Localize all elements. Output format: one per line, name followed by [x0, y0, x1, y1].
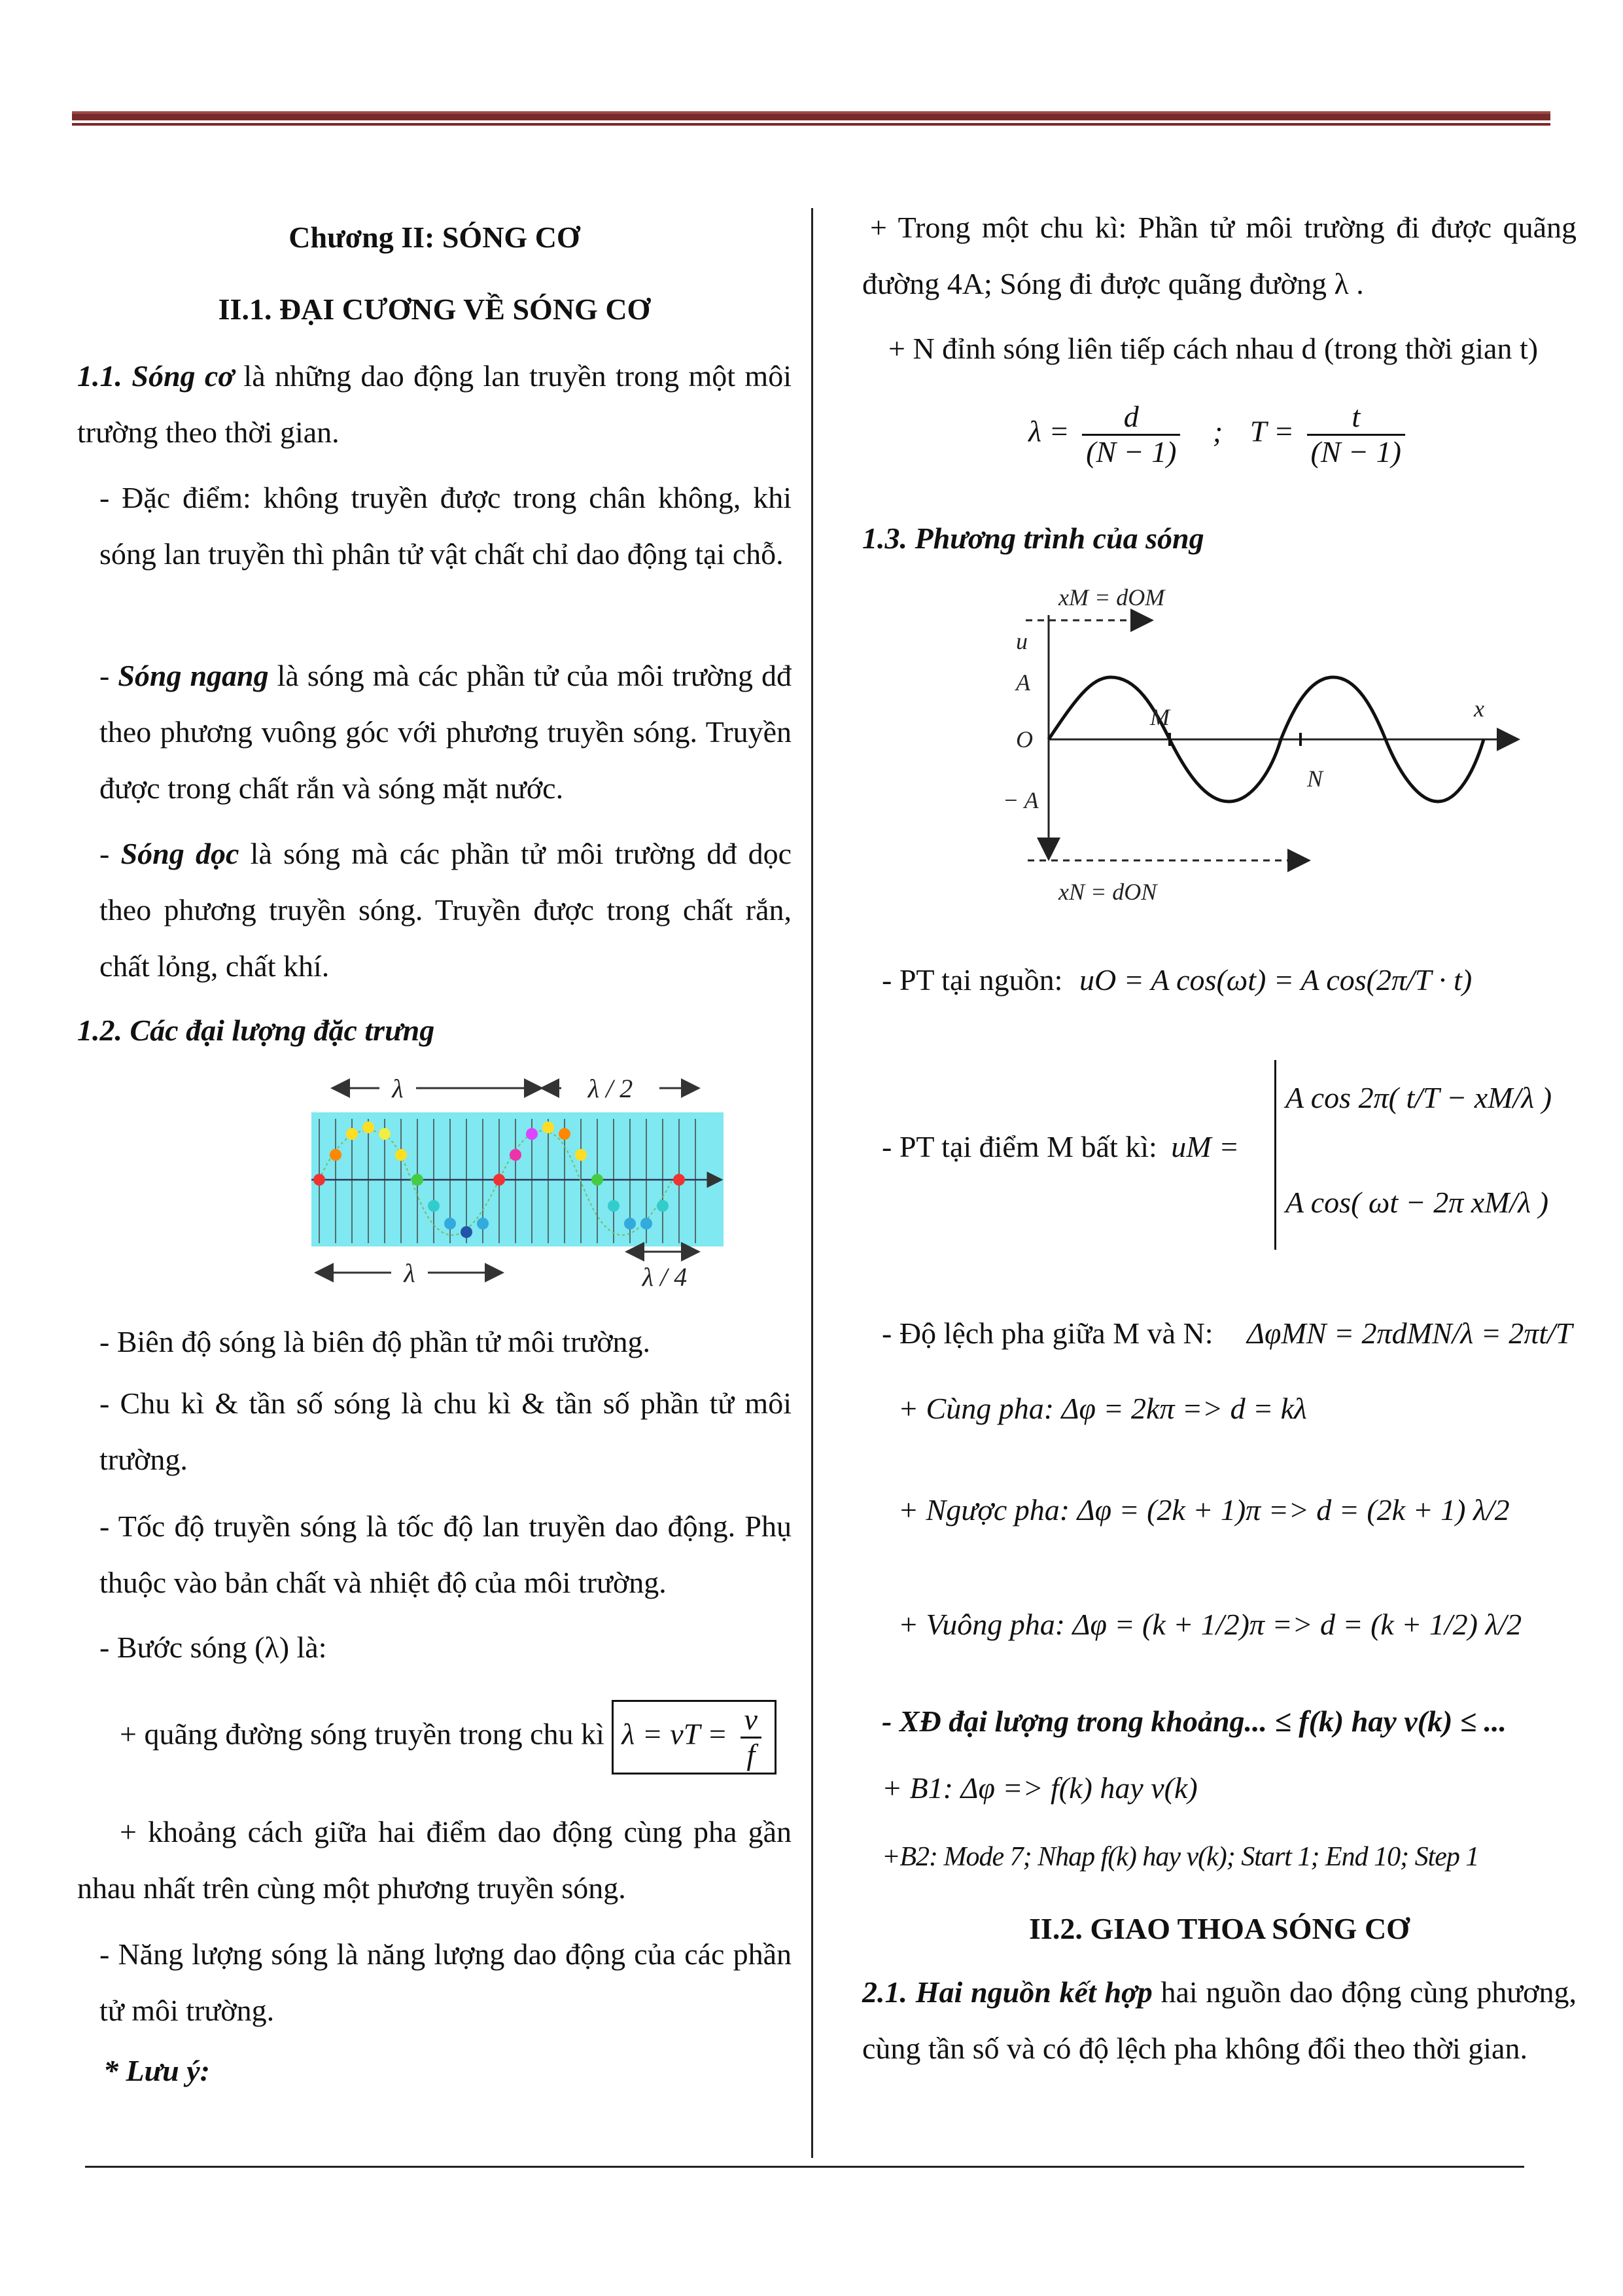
s13-title: 1.3. Phương trình của sóng: [862, 521, 1204, 555]
pt-nguon-label: - PT tại nguồn:: [882, 963, 1063, 997]
nang-luong: - Năng lượng sóng là năng lượng dao động của các phần tử môi trường.: [99, 1937, 792, 2027]
formula-num: v: [741, 1703, 761, 1739]
song-ngang-prefix: -: [99, 659, 118, 692]
negA-label: − A: [1003, 787, 1039, 813]
pt-M-line2: A cos( ωt − 2π xM/λ ): [1285, 1185, 1549, 1219]
lambda-top-label: λ: [392, 1074, 404, 1103]
xN-label: xN = dON: [1058, 879, 1157, 905]
xd-dai-luong: - XĐ đại lượng trong khoảng... ≤ f(k) hay v(k) ≤ ...: [882, 1704, 1507, 1738]
column-divider: [811, 208, 813, 2158]
wave-equation-graph: [951, 576, 1526, 916]
pt-M-cases: [1274, 1060, 1562, 1250]
header-rule: [72, 111, 1550, 120]
x-label: x: [1474, 696, 1484, 722]
f-sep: ;: [1212, 414, 1223, 448]
quang-duong-line: [77, 1700, 792, 1775]
trong-chu-ki: + Trong một chu kì: Phần tử môi trường đi được quãng đường 4A; Sóng đi được quãng đường λ .: [862, 211, 1577, 300]
nguoc-pha: + Ngược pha: Δφ = (2k + 1)π => d = (2k + 1) λ/2: [898, 1493, 1510, 1527]
s21-label: 2.1. Hai nguồn kết hợp: [862, 1975, 1153, 2009]
song-ngang-text: là sóng mà các phần tử của môi trường dđ theo phương vuông góc với phương truyền sóng. Truyền được trong chất rắn và sóng mặt nước.: [99, 659, 792, 805]
footer-rule: [85, 2166, 1524, 2168]
song-doc-prefix: -: [99, 837, 121, 870]
formula-lambda-T: [862, 400, 1577, 468]
pt-M-label: - PT tại điểm M bất kì:: [882, 1130, 1157, 1163]
bien-do: - Biên độ sóng là biên độ phần tử môi trường.: [99, 1325, 651, 1358]
song-doc: [77, 826, 792, 995]
cung-pha: + Cùng pha: Δφ = 2kπ => d = kλ: [898, 1392, 1307, 1425]
u-label: u: [1016, 628, 1028, 654]
A-label: A: [1016, 669, 1030, 696]
quarter-lambda-label: λ / 4: [642, 1262, 688, 1292]
section-2-title: II.2. GIAO THOA SÓNG CƠ: [1029, 1912, 1410, 1945]
buoc-song: - Bước sóng (λ) là:: [99, 1631, 327, 1664]
f1-lhs: λ =: [1028, 414, 1070, 448]
song-doc-label: Sóng dọc: [120, 837, 239, 870]
dac-diem: - Đặc điểm: không truyền được trong chân không, khi sóng lan truyền thì phân tử vật chất chỉ dao động tại chỗ.: [99, 481, 792, 571]
toc-do: - Tốc độ truyền sóng là tốc độ lan truyền dao động. Phụ thuộc vào bản chất và nhiệt độ của môi trường.: [99, 1510, 792, 1599]
half-lambda-label: λ / 2: [587, 1074, 633, 1103]
f1-frac: [1082, 400, 1180, 468]
f2-frac: [1307, 400, 1405, 468]
formula-box: [612, 1700, 777, 1775]
pt-M-lhs: uM =: [1171, 1130, 1240, 1163]
khoang-cach: + khoảng cách giữa hai điểm dao động cùng pha gần nhau nhất trên cùng một phương truyền sóng.: [77, 1815, 792, 1905]
b2: +B2: Mode 7; Nhap f(k) hay v(k); Start 1; End 10; Step 1: [882, 1842, 1479, 1872]
s21-paragraph: [862, 1964, 1577, 2077]
formula-den: f: [746, 1737, 756, 1771]
f2-num: t: [1307, 400, 1405, 436]
pt-M-line1: A cos 2π( t/T − xM/λ ): [1285, 1081, 1552, 1114]
s12-title: 1.2. Các đại lượng đặc trưng: [77, 1014, 435, 1047]
section-1-title: II.1. ĐẠI CƯƠNG VỀ SÓNG CƠ: [218, 292, 651, 326]
f1-den: (N − 1): [1086, 434, 1177, 468]
song-doc-text: là sóng mà các phần tử môi trường dđ dọc theo phương truyền sóng. Truyền được trong chất rắn, chất lỏng, chất khí.: [99, 837, 792, 983]
s11-label: 1.1. Sóng cơ: [77, 359, 235, 393]
f1-num: d: [1082, 400, 1180, 436]
f2-den: (N − 1): [1310, 434, 1401, 468]
N-label: N: [1307, 766, 1323, 792]
song-ngang: [77, 648, 792, 817]
lambda-bottom-label: λ: [404, 1258, 415, 1288]
s11-text: là những dao động lan truyền trong một môi trường theo thời gian.: [77, 359, 792, 449]
song-ngang-label: Sóng ngang: [118, 659, 269, 692]
f2-lhs: T =: [1249, 414, 1295, 448]
chapter-title: Chương II: SÓNG CƠ: [288, 221, 580, 254]
wave-figure: [228, 1057, 725, 1299]
do-lech-math: ΔφMN = 2πdMN/λ = 2πt/T: [1247, 1316, 1573, 1350]
O-label: O: [1016, 726, 1033, 752]
luu-y: * Lưu ý:: [103, 2054, 210, 2087]
pt-nguon: [862, 952, 1577, 1008]
do-lech: [862, 1305, 1577, 1362]
quang-duong: + quãng đường sóng truyền trong chu kì: [120, 1717, 604, 1751]
do-lech-label: - Độ lệch pha giữa M và N:: [882, 1316, 1213, 1350]
chu-ki: - Chu kì & tần số sóng là chu kì & tần số phần tử môi trường.: [99, 1386, 792, 1476]
formula-lhs: λ = vT =: [621, 1717, 728, 1751]
s21-text: hai nguồn dao động cùng phương, cùng tần số và có độ lệch pha không đổi theo thời gian.: [862, 1975, 1577, 2065]
s11-paragraph: [77, 348, 792, 461]
b1: + B1: Δφ => f(k) hay v(k): [882, 1771, 1198, 1805]
formula-frac: [741, 1703, 761, 1771]
pt-nguon-math: uO = A cos(ωt) = A cos(2π/T · t): [1079, 963, 1473, 997]
n-dinh: + N đỉnh sóng liên tiếp cách nhau d (trong thời gian t): [888, 332, 1539, 365]
vuong-pha: + Vuông pha: Δφ = (k + 1/2)π => d = (k + 1/2) λ/2: [898, 1608, 1522, 1641]
header-rule-thin: [72, 123, 1550, 126]
M-label: M: [1150, 704, 1170, 730]
xM-label: xM = dOM: [1058, 584, 1165, 610]
